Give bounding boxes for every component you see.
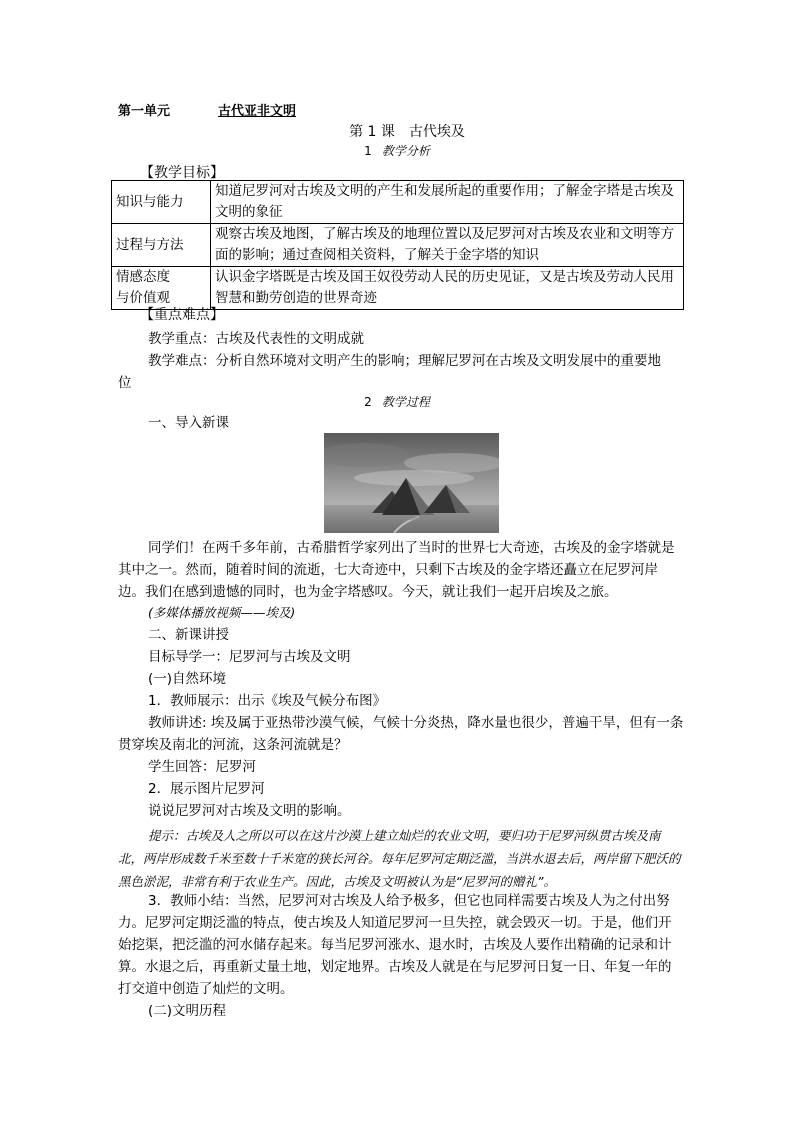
section-heading-process (0, 393, 794, 410)
teacher-talk: 教师讲述: 埃及属于亚热带沙漠气候，气候十分炎热，降水量也很少，普遍干旱，但有一条贯穿埃及南北的河流，这条河流就是？ (118, 715, 684, 753)
goal-text: 认识金字塔既是古埃及国王奴役劳动人民的历史见证，又是古埃及劳动人民用智慧和勤劳创造的世界奇迹 (211, 267, 684, 310)
table-row (112, 181, 684, 224)
media-note: (多媒体播放视频——埃及) (148, 605, 296, 620)
goal-label: 过程与方法 (112, 224, 211, 267)
intro-heading: 一、导入新课 (148, 415, 229, 431)
goal-label-line: 与价值观 (116, 290, 170, 306)
step-2: 2．展示图片尼罗河 (148, 781, 265, 797)
goal-label: 知识与能力 (112, 181, 211, 224)
hint-paragraph: 提示：古埃及人之所以可以在这片沙漠上建立灿烂的农业文明，要归功于尼罗河纵贯古埃及南北，两岸形成数千米至数十千米宽的狭长河谷。每年尼罗河定期泛滥，当洪水退去后，两岸留下肥沃的黑色淤泥，非常有利于农业生产。因此，古埃及文明被认为是“尼罗河的赠礼”。 (118, 828, 681, 889)
table-row (112, 224, 684, 267)
target-heading: 目标导学一：尼罗河与古埃及文明 (148, 649, 351, 665)
step-1: 1．教师展示：出示《埃及气候分布图》 (148, 693, 387, 709)
section-number: 2 (364, 395, 372, 409)
goal-label-line: 情感态度 (116, 269, 170, 285)
unit-title: 古代亚非文明 (218, 104, 297, 119)
subsection-heading: (二)文明历程 (148, 1003, 227, 1019)
goals-table (111, 180, 684, 310)
key-points-heading: 【重点难点】 (140, 307, 224, 323)
discussion-question: 说说尼罗河对古埃及文明的影响。 (148, 803, 351, 819)
unit-header (118, 100, 297, 119)
goal-text: 知道尼罗河对古埃及文明的产生和发展所起的重要作用；了解金字塔是古埃及文明的象征 (211, 181, 684, 224)
section-number: 1 (364, 144, 372, 158)
teaching-focus: 教学重点：古埃及代表性的文明成就 (148, 331, 364, 347)
teacher-summary: 3．教师小结：当然，尼罗河对古埃及人给予极多，但它也同样需要古埃及人为之付出努力。尼罗河定期泛滥的特点，使古埃及人知道尼罗河一旦失控，就会毁灭一切。于是，他们开始挖渠，把泛滥的河水储存起来。每当尼罗河涨水、退水时，古埃及人要作出精确的记录和计算。水退之后，再重新丈量土地，划定地界。古埃及人就是在与尼罗河日复一日、年复一年的打交道中创造了灿烂的文明。 (118, 893, 672, 997)
goals-heading: 【教学目标】 (140, 165, 224, 181)
lesson-title: 第 1 课 古代埃及 (349, 124, 465, 140)
subsection-heading: (一)自然环境 (148, 671, 227, 687)
teaching-difficulty: 教学难点：分析自然环境对文明产生的影响；理解尼罗河在古埃及文明发展中的重要地 (148, 353, 661, 369)
unit-label: 第一单元 (118, 104, 171, 119)
teaching-difficulty-cont: 位 (118, 375, 132, 391)
section-title: 教学分析 (381, 144, 430, 158)
goal-text: 观察古埃及地图，了解古埃及的地理位置以及尼罗河对古埃及农业和文明等方面的影响；通过查阅相关资料，了解关于金字塔的知识 (211, 224, 684, 267)
intro-paragraph: 同学们！在两千多年前，古希腊哲学家列出了当时的世界七大奇迹，古埃及的金字塔就是其中之一。然而，随着时间的流逝，七大奇迹中，只剩下古埃及的金字塔还矗立在尼罗河岸边。我们在感到遗憾的同时，也为金字塔感叹。今天，就让我们一起开启埃及之旅。 (118, 540, 675, 600)
section-heading-analysis (0, 142, 794, 159)
new-lesson-heading: 二、新课讲授 (148, 627, 229, 643)
student-answer: 学生回答：尼罗河 (148, 759, 256, 775)
section-title: 教学过程 (381, 395, 430, 409)
pyramids-image (324, 433, 499, 533)
